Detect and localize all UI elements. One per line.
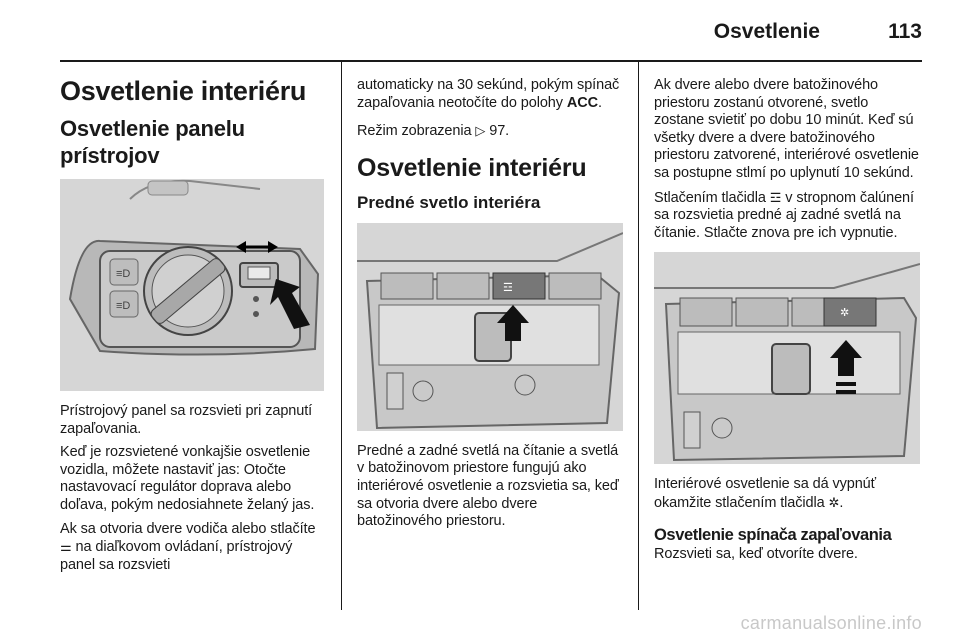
paragraph: Interiérové osvetlenie sa dá vypnúť okamžite stlačením tlačidla ✲. bbox=[654, 476, 876, 511]
paragraph: automaticky na 30 sekúnd, pokým spínač zapaľovania neotočíte do polohy ACC. bbox=[357, 77, 620, 111]
subheading-ignition-light: Osvetlenie spínača zapaľovania bbox=[654, 525, 892, 544]
column-divider bbox=[638, 62, 639, 610]
main-heading: Osvetlenie interiéru bbox=[60, 76, 307, 106]
column-1 bbox=[60, 62, 328, 580]
paragraph: Ak sa otvoria dvere vodiča alebo stlačíte ⚌ na diaľkovom ovládaní, prístrojový panel sa rozsvieti bbox=[60, 520, 316, 573]
paragraph: Keď je rozsvietené vonkajšie osvetlenie vozidla, môžete nastaviť jas: Otočte nastavovací regulátor doprava alebo doľava, pokým nedosiahnete želaný jas. bbox=[60, 444, 315, 513]
paragraph: Režim zobrazenia ▷ 97. bbox=[357, 123, 510, 140]
column-2 bbox=[357, 62, 623, 537]
section-heading-interior: Osvetlenie interiéru bbox=[357, 153, 587, 182]
header-page-number: 113 bbox=[888, 20, 922, 43]
svg-text:✲: ✲ bbox=[840, 307, 850, 320]
header-section-title: Osvetlenie bbox=[713, 20, 820, 43]
column-3 bbox=[654, 62, 920, 569]
svg-text:≡D: ≡D bbox=[116, 300, 131, 312]
page-header bbox=[0, 0, 960, 62]
paragraph: Predné a zadné svetlá na čítanie a svetlá v batožinovom priestore fungujú ako interiérové osvetlenie a rozsvietia sa, keď sa otvoria dvere alebo dvere batožinového priestoru. bbox=[357, 442, 619, 530]
section-heading-panel: Osvetlenie panelu prístrojov bbox=[60, 116, 245, 168]
paragraph: Prístrojový panel sa rozsvieti pri zapnutí zapaľovania. bbox=[60, 403, 313, 437]
figure-front-interior-light bbox=[357, 223, 623, 431]
figure-instrument-switch bbox=[60, 179, 324, 391]
svg-text:≡D: ≡D bbox=[116, 268, 131, 280]
paragraph: Stlačením tlačidla ☲ v stropnom čalúnení sa rozsvietia predné aj zadné svetlá na čítanie. Stlačte znova pre ich vypnutie. bbox=[654, 189, 914, 241]
subheading-front-light: Predné svetlo interiéra bbox=[357, 192, 541, 212]
paragraph: Rozsvieti sa, keď otvoríte dvere. bbox=[654, 545, 858, 562]
remote-key-icon: ⚌ bbox=[60, 539, 72, 555]
figure-interior-light-off bbox=[654, 252, 920, 464]
page-reference-icon: ▷ bbox=[475, 123, 486, 139]
paragraph: Ak dvere alebo dvere batožinového priestoru zostanú otvorené, svetlo zostane svietiť po dobu 10 minút. Keď sú všetky dvere a dvere batožinového priestoru zatvorené, interiérové osvetlenie sa postupne stlmí po uplynutí 10 sekúnd. bbox=[654, 77, 919, 181]
reading-light-icon: ☲ bbox=[769, 189, 782, 205]
watermark: carmanualsonline.info bbox=[740, 613, 922, 633]
interior-light-icon: ✲ bbox=[828, 494, 840, 510]
column-divider bbox=[341, 62, 342, 610]
svg-text:☲: ☲ bbox=[503, 281, 513, 294]
